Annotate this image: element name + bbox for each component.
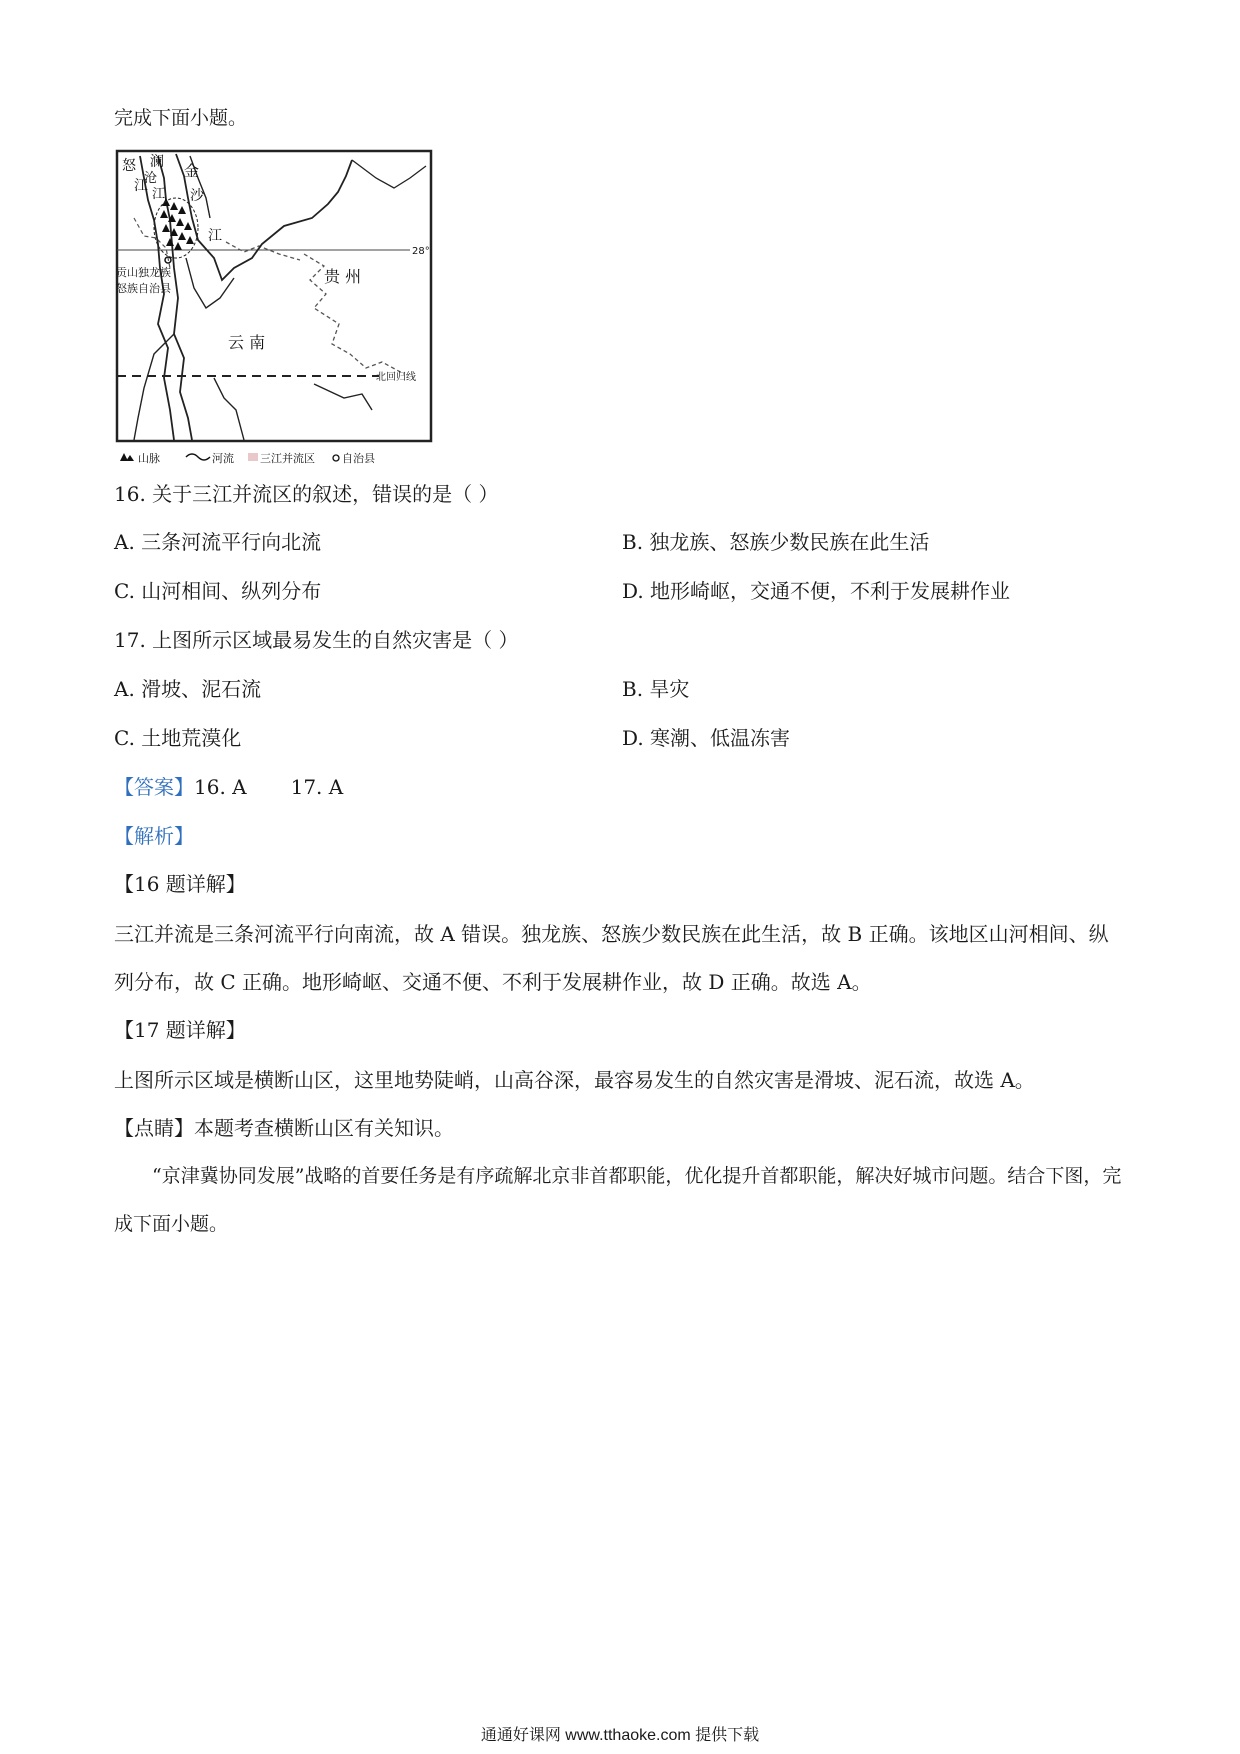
q17-option-a: A. 滑坡、泥石流: [114, 677, 262, 701]
legend-mountain-icon: [120, 453, 128, 461]
legend-river: 河流: [212, 452, 234, 465]
intro-tail: 完成下面小题。: [114, 107, 248, 129]
label-jin: 金: [184, 162, 200, 180]
river-southeast: [314, 384, 372, 410]
river-south: [214, 378, 244, 440]
footer: 通通好课网 www.tthaoke.com 提供下载: [480, 1727, 760, 1744]
q16-stem: 16. 关于三江并流区的叙述，错误的是（ ）: [114, 482, 499, 506]
legend-area: 三江并流区: [260, 452, 315, 465]
label-tropic: 北回归线: [376, 372, 416, 383]
q17-option-b: B. 旱灾: [622, 677, 690, 701]
q16-option-d: D. 地形崎岖，交通不便，不利于发展耕作业: [622, 579, 1011, 603]
answer-line: [114, 773, 343, 801]
river-branch-2: [186, 258, 234, 308]
river-jinsha: [176, 154, 352, 280]
legend-mountain: 山脉: [138, 452, 160, 465]
boundary-north: [226, 242, 300, 260]
next-intro: “京津冀协同发展”战略的首要任务是有序疏解北京非首都职能，优化提升首都职能，解决好城市问题。结合下图，完成下面小题。: [114, 1165, 1122, 1235]
legend-county-icon: [333, 455, 339, 461]
label-lat-28: 28°: [412, 246, 430, 257]
label-county-1: 贡山独龙族: [116, 266, 171, 279]
label-county-2: 怒族自治县: [116, 282, 171, 295]
label-sha: 沙: [190, 188, 204, 204]
river-northeast: [352, 160, 426, 188]
legend-river-icon: [186, 454, 210, 460]
label-jiang-2: 江: [152, 187, 166, 202]
answer-16: 16. A: [194, 775, 247, 799]
q16-option-c: C. 山河相间、纵列分布: [114, 579, 322, 603]
q17-option-c: C. 土地荒漠化: [114, 726, 242, 750]
q17-option-d: D. 寒潮、低温冻害: [622, 726, 791, 750]
legend-county: 自治县: [342, 452, 375, 465]
detail-16-heading: 【16 题详解】: [114, 872, 246, 896]
detail-17-text: 上图所示区域是横断山区，这里地势陡峭，山高谷深，最容易发生的自然灾害是滑坡、泥石流，故选 A。: [114, 1068, 1035, 1092]
answer-17: 17. A: [290, 775, 344, 799]
label-cang: 沧: [144, 171, 158, 186]
label-nu: 怒: [122, 158, 136, 174]
legend-area-icon: [248, 453, 258, 461]
label-jiang-1: 江: [134, 178, 148, 194]
q16-option-b: B. 独龙族、怒族少数民族在此生活: [622, 530, 930, 554]
detail-17-heading: 【17 题详解】: [114, 1018, 246, 1042]
q16-option-a: A. 三条河流平行向北流: [114, 530, 322, 554]
map-legend: [120, 451, 375, 465]
label-yunnan: 云 南: [228, 333, 266, 352]
label-guizhou: 贵 州: [324, 267, 362, 286]
analysis-tag: 【解析】: [114, 824, 194, 848]
q17-stem: 17. 上图所示区域最易发生的自然灾害是（ ）: [114, 628, 519, 652]
label-jiang-3: 江: [208, 228, 222, 244]
detail-16-text: 三江并流是三条河流平行向南流，故 A 错误。独龙族、怒族少数民族在此生活，故 B 正确。该地区山河相间、纵列分布，故 C 正确。地形崎岖、交通不便、不利于发展耕作业，故 D 正确。故选 A。: [114, 922, 1109, 994]
answer-tag: 【答案】: [114, 775, 194, 799]
label-lan: 澜: [150, 154, 164, 170]
three-rivers-map: [114, 148, 440, 466]
dianjing-line: 【点睛】本题考查横断山区有关知识。: [114, 1116, 454, 1140]
map-svg: [114, 148, 440, 466]
